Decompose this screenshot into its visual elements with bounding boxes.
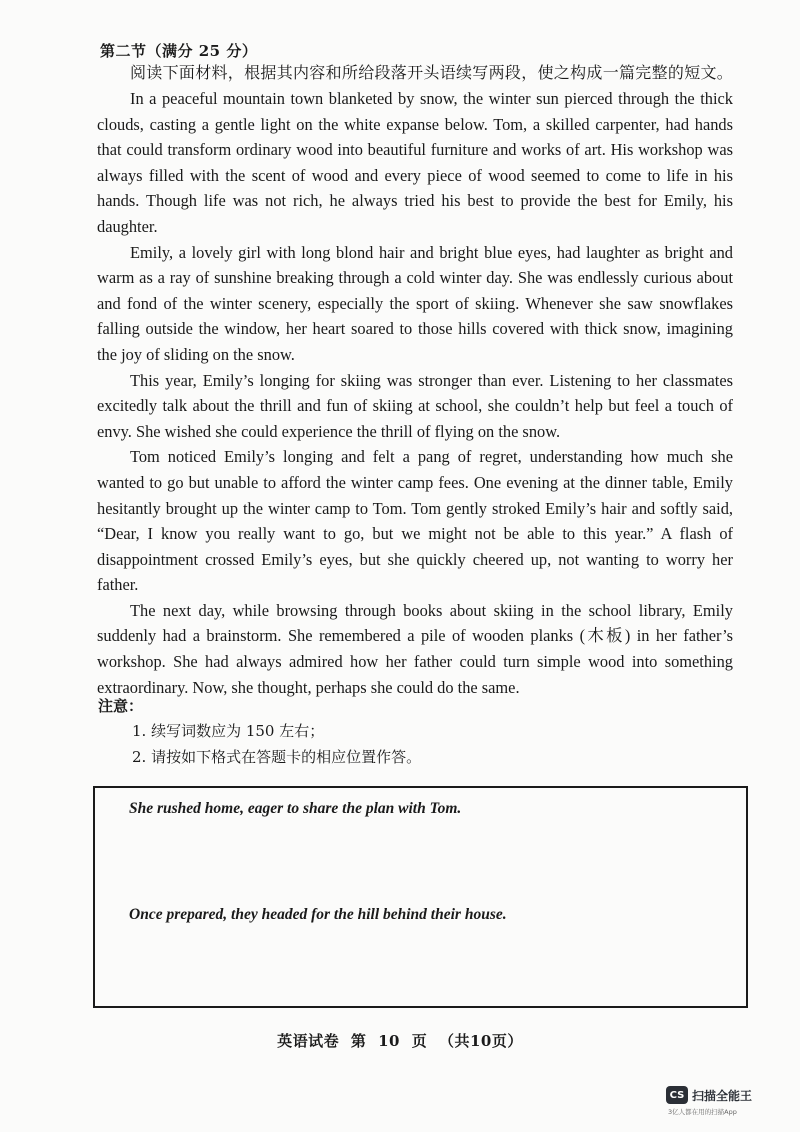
passage-paragraph-1: In a peaceful mountain town blanketed by snow, the winter sun pierced through the thick clouds, casting a gentle light on the white expanse below. Tom, a skilled carpenter, had hands that could transform ordinary wood into beautiful furniture and works of art. His workshop was always filled with the scent of wood and every piece of wood seemed to come to life in his hands. Though life was not rich, he always tried his best to provide the best for Emily, his daughter. <box>97 89 733 236</box>
note-item-2: 2. 请按如下格式在答题卡的相应位置作答。 <box>132 748 422 766</box>
answer-box <box>93 786 748 1008</box>
scanner-watermark <box>666 1086 786 1116</box>
continuation-prompt-2: Once prepared, they headed for the hill behind their house. <box>129 906 507 923</box>
watermark-tagline: 3亿人都在用的扫描App <box>668 1108 737 1116</box>
note-item-1: 1. 续写词数应为 150 左右； <box>132 722 325 740</box>
footer-subject: 英语试卷 <box>277 1032 340 1050</box>
passage-paragraph-5: The next day, while browsing through books about skiing in the school library, Emily suddenly had a brainstorm. She remembered a pile of wooden planks (木板) in her father’s workshop. She had always admired how her father could turn simple wood into something extraordinary. Now, she thought, perhaps she could do the same. <box>97 600 733 697</box>
footer-page-suffix: 页 <box>411 1032 428 1050</box>
continuation-prompt-1: She rushed home, eager to share the plan with Tom. <box>129 800 462 817</box>
camscanner-logo-icon: CS <box>666 1086 688 1104</box>
page-footer <box>0 1030 800 1051</box>
footer-total-pages: （共10页） <box>438 1032 523 1050</box>
footer-page-number: 10 <box>378 1032 400 1050</box>
watermark-app-name: 扫描全能王 <box>692 1088 753 1103</box>
passage-paragraph-4: Tom noticed Emily’s longing and felt a pang of regret, understanding how much she wanted to go but unable to afford the winter camp fees. One evening at the dinner table, Emily hesitantly brought up the winter camp to Tom. Tom gently stroked Emily’s hair and softly said, “Dear, I know you really want to go, but we might not be able to this year.” A flash of disappointment crossed Emily’s eyes, but she quickly cheered up, not wanting to worry her father. <box>97 447 733 595</box>
section-instruction: 阅读下面材料，根据其内容和所给段落开头语续写两段，使之构成一篇完整的短文。 <box>130 63 734 82</box>
section-title: 第二节（满分 25 分） <box>100 42 258 60</box>
notes-label: 注意： <box>98 697 144 715</box>
passage-paragraph-3: This year, Emily’s longing for skiing was stronger than ever. Listening to her classmates excitedly talk about the thrill and fun of skiing at school, she couldn’t help but feel a touch of envy. She wished she could experience the thrill of flying on the snow. <box>97 370 733 441</box>
passage-paragraph-2: Emily, a lovely girl with long blond hair and bright blue eyes, had laughter as bright and warm as a ray of sunshine breaking through a cold winter day. She was endlessly curious about and fond of the winter scenery, especially the sport of skiing. Whenever she saw snowflakes falling outside the window, her heart soared to those hills covered with thick snow, imagining the joy of sliding on the snow. <box>97 242 733 364</box>
footer-page-prefix: 第 <box>350 1032 367 1050</box>
notes-section <box>98 694 738 770</box>
reading-passage <box>97 86 733 700</box>
